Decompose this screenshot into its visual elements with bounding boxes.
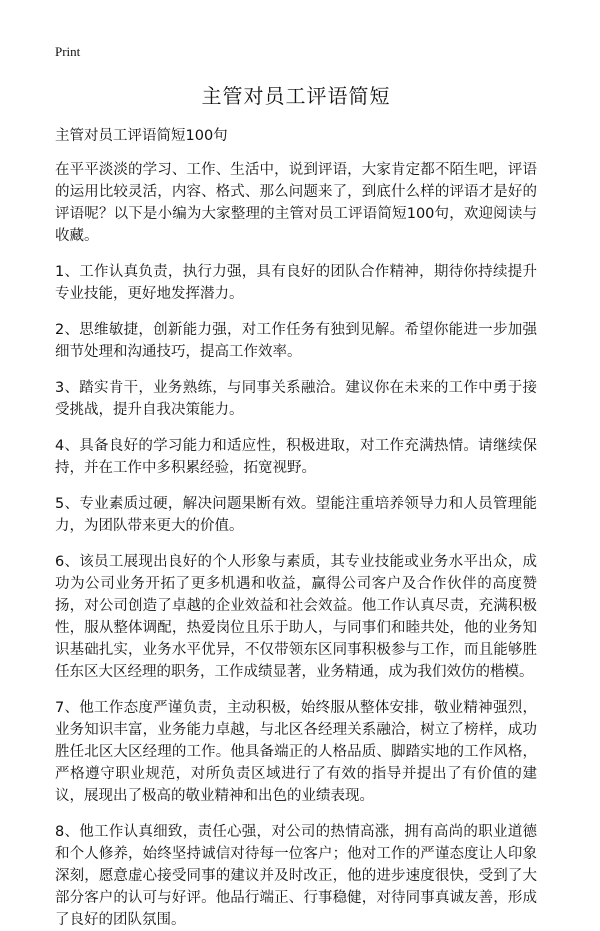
intro-paragraph: 在平平淡淡的学习、工作、生活中，说到评语，大家肯定都不陌生吧，评语的运用比较灵活，内容、格式、那么问题来了，到底什么样的评语才是好的评语呢？以下是小编为大家整理的主管对员工评语简短100句，欢迎阅读与收藏。 <box>55 162 537 244</box>
list-item: 1、工作认真负责，执行力强，具有良好的团队合作精神，期待你持续提升专业技能，更好地发挥潜力。 <box>55 264 537 302</box>
list-item: 4、具备良好的学习能力和适应性，积极进取，对工作充满热情。请继续保持，并在工作中多积累经验，拓宽视野。 <box>55 438 537 476</box>
document-subtitle: 主管对员工评语简短100句 <box>55 128 228 144</box>
list-item: 7、他工作态度严谨负责，主动积极，始终服从整体安排，敬业精神强烈，业务知识丰富，业务能力卓越，与北区各经理关系融洽，树立了榜样，成功胜任北区大区经理的工作。他具备端正的人格品质、脚踏实地的工作风格，严格遵守职业规范，对所负责区域进行了有效的指导并提出了有价值的建议，展现出了极高的敬业精神和出色的业绩表现。 <box>55 700 537 804</box>
list-item: 8、他工作认真细致，责任心强，对公司的热情高涨，拥有高尚的职业道德和个人修养，始终坚持诚信对待每一位客户；他对工作的严谨态度让人印象深刻，愿意虚心接受同事的建议并及时改正，他的进步速度很快，受到了大部分客户的认可与好评。他品行端正、行事稳健，对待同事真诚友善，形成了良好的团队氛围。 <box>55 824 537 928</box>
list-item: 6、该员工展现出良好的个人形象与素质，其专业技能或业务水平出众，成功为公司业务开拓了更多机遇和收益，赢得公司客户及合作伙伴的高度赞扬，对公司创造了卓越的企业效益和社会效益。他工作认真尽责，充满积极性，服从整体调配，热爱岗位且乐于助人，与同事们和睦共处，他的业务知识基础扎实，业务水平优异，不仅带领东区同事积极参与工作，而且能够胜任东区大区经理的职务，工作成绩显著，业务精通，成为我们效仿的楷模。 <box>55 554 537 680</box>
list-item: 2、思维敏捷，创新能力强，对工作任务有独到见解。希望你能进一步加强细节处理和沟通技巧，提高工作效率。 <box>55 322 537 360</box>
list-item: 5、专业素质过硬，解决问题果断有效。望能注重培养领导力和人员管理能力，为团队带来更大的价值。 <box>55 496 537 534</box>
document-title: 主管对员工评语简短 <box>201 84 391 108</box>
list-item: 3、踏实肯干，业务熟练，与同事关系融洽。建议你在未来的工作中勇于接受挑战，提升自我决策能力。 <box>55 380 537 418</box>
print-label[interactable]: Print <box>55 44 81 59</box>
